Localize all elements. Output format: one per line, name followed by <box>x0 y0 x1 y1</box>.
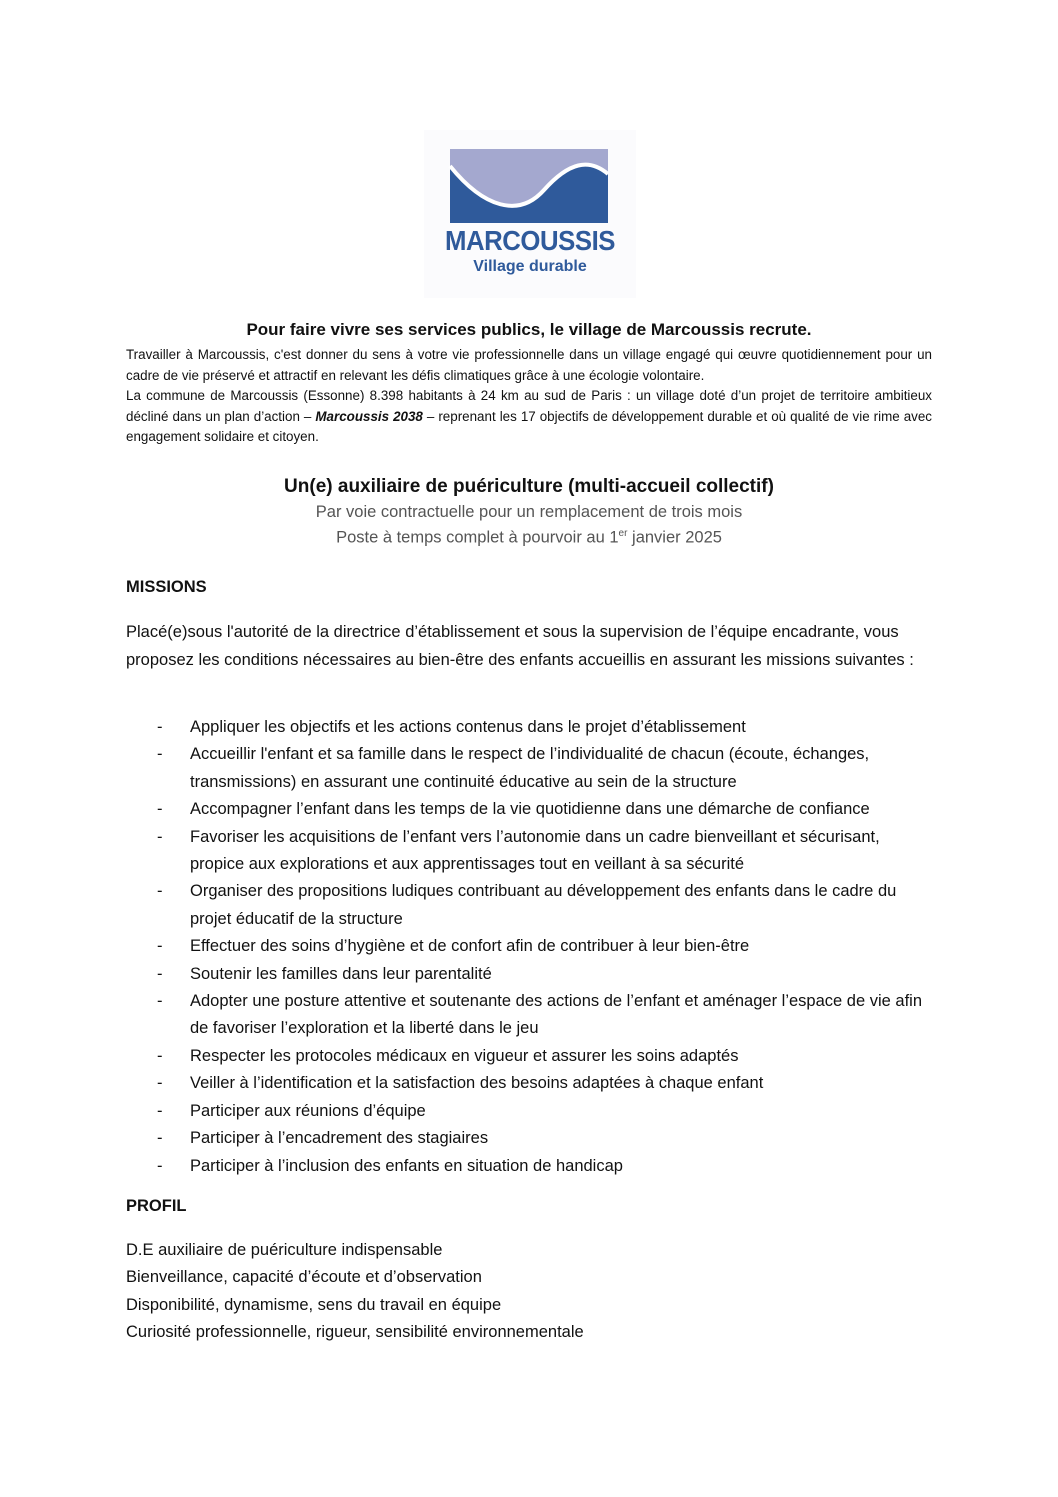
intro-p2-before: La commune de Marcoussis (Essonne) 8.398 habitants à 24 km au sud de Paris : un village doté d’un projet de territoire ambitieux décliné dans un plan d’action – <box>126 388 932 424</box>
bullet-dash: - <box>157 1101 163 1120</box>
contract-type: Par voie contractuelle pour un remplacement de trois mois <box>315 503 743 521</box>
mission-item <box>126 933 936 960</box>
mission-text: Veiller à l’identification et la satisfaction des besoins adaptées à chaque enfant <box>190 1074 764 1093</box>
mission-item <box>126 714 936 741</box>
mission-text: Respecter les protocoles médicaux en vigueur et assurer les soins adaptés <box>190 1046 739 1065</box>
profil-list <box>126 1237 584 1347</box>
start-date <box>126 528 932 548</box>
mission-item <box>126 988 936 1043</box>
bullet-dash: - <box>157 1129 163 1148</box>
profil-item: D.E auxiliaire de puériculture indispensable <box>126 1241 443 1259</box>
intro-text <box>126 345 932 448</box>
job-title: Un(e) auxiliaire de puériculture (multi-accueil collectif) <box>284 476 774 497</box>
mission-item <box>126 824 936 879</box>
profil-item: Disponibilité, dynamisme, sens du travail en équipe <box>126 1295 502 1314</box>
start-date-sup: er <box>618 528 628 539</box>
bullet-dash: - <box>157 745 163 764</box>
mission-item <box>126 1125 936 1152</box>
missions-heading: MISSIONS <box>126 578 207 596</box>
bullet-dash: - <box>157 718 163 736</box>
mission-text: Accueillir l'enfant et sa famille dans le respect de l’individualité de chacun (écoute, échanges, transmissions) en assurant une continuité éducative au sein de la structure <box>190 745 870 791</box>
logo-subtitle: Village durable <box>473 258 587 275</box>
mission-item <box>126 741 936 796</box>
mission-text: Participer à l’encadrement des stagiaires <box>190 1129 489 1148</box>
mission-item <box>126 1070 936 1097</box>
mission-item <box>126 961 936 988</box>
marcoussis-logo <box>424 130 636 298</box>
mission-item <box>126 1098 936 1125</box>
bullet-dash: - <box>157 964 163 983</box>
intro-paragraph-2 <box>126 386 932 448</box>
mission-item <box>126 1043 936 1070</box>
bullet-dash: - <box>157 1074 163 1093</box>
bullet-dash: - <box>157 800 163 819</box>
start-date-before: Poste à temps complet à pourvoir au 1 <box>336 528 619 547</box>
bullet-dash: - <box>157 827 163 846</box>
mission-text: Accompagner l’enfant dans les temps de la vie quotidienne dans une démarche de confiance <box>190 800 870 819</box>
plan-name: Marcoussis 2038 <box>315 408 423 424</box>
bullet-dash: - <box>157 937 163 956</box>
intro-p2-after: – reprenant les 17 objectifs de développement durable et où qualité de vie rime avec engagement solidaire et citoyen. <box>126 408 932 445</box>
recruitment-headline: Pour faire vivre ses services publics, le village de Marcoussis recrute. <box>246 320 812 339</box>
bullet-dash: - <box>157 992 163 1011</box>
mission-text: Adopter une posture attentive et soutenante des actions de l’enfant et aménager l’espace de vie afin de favoriser l’exploration et la liberté dans le jeu <box>190 992 922 1038</box>
mission-text: Participer aux réunions d’équipe <box>190 1101 426 1120</box>
intro-paragraph-1: Travailler à Marcoussis, c'est donner du sens à votre vie professionnelle dans un village engagé qui œuvre quotidiennement pour un cadre de vie préservé et attractif en relevant les défis climatiques grâce à une écologie volontaire. <box>126 347 932 383</box>
mission-item <box>126 878 936 933</box>
profil-item: Bienveillance, capacité d’écoute et d’observation <box>126 1268 482 1287</box>
bullet-dash: - <box>157 1046 163 1065</box>
bullet-dash: - <box>157 882 163 901</box>
bullet-dash: - <box>157 1156 163 1175</box>
profil-heading: PROFIL <box>126 1197 187 1215</box>
mission-item <box>126 796 936 823</box>
mission-item <box>126 1153 936 1180</box>
mission-text: Favoriser les acquisitions de l’enfant vers l’autonomie dans un cadre bienveillant et sécurisant, propice aux explorations et aux apprentissages tout en veillant à sa sécurité <box>190 827 880 874</box>
start-date-after: janvier 2025 <box>627 528 722 547</box>
mission-text: Effectuer des soins d’hygiène et de confort afin de contribuer à leur bien-être <box>190 937 750 956</box>
mission-text: Organiser des propositions ludiques contribuant au développement des enfants dans le cadre du projet éducatif de la structure <box>190 882 897 928</box>
mission-text: Appliquer les objectifs et les actions contenus dans le projet d’établissement <box>190 718 746 736</box>
mission-text: Soutenir les familles dans leur parentalité <box>190 964 492 983</box>
profil-item: Curiosité professionnelle, rigueur, sensibilité environnementale <box>126 1323 584 1342</box>
missions-intro: Placé(e)sous l'autorité de la directrice d’établissement et sous la supervision de l’équipe encadrante, vous proposez les conditions nécessaires au bien-être des enfants accueillis en assurant les missions suivantes : <box>126 623 914 669</box>
logo-title: MARCOUSSIS <box>444 225 615 256</box>
mission-text: Participer à l’inclusion des enfants en situation de handicap <box>190 1156 623 1175</box>
missions-list <box>126 714 936 1180</box>
